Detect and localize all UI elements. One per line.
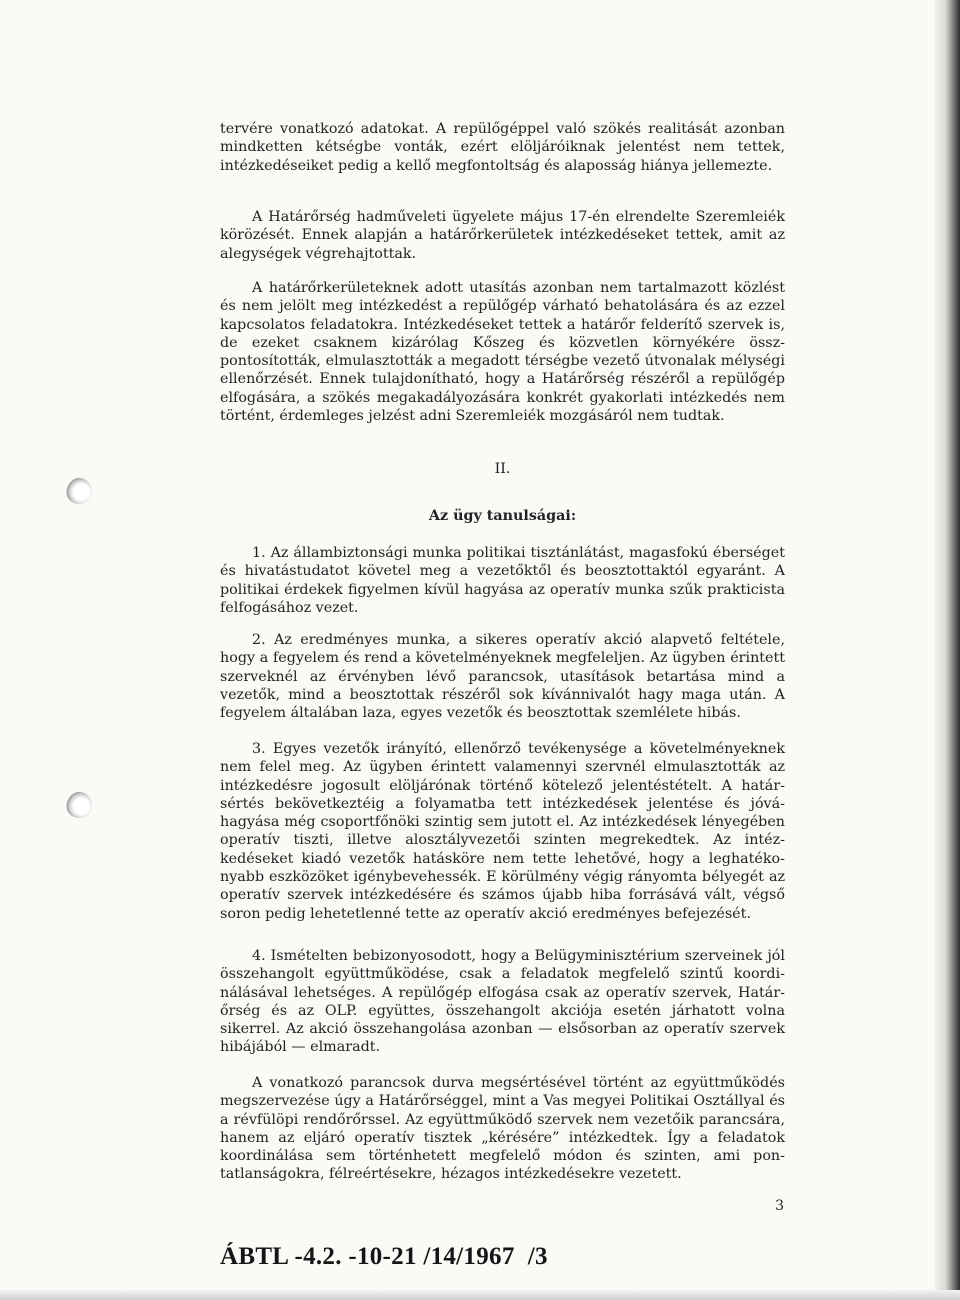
paragraph [220,120,785,175]
paragraph-text: A Határőrség hadműveleti ügyelete május 17-én elrendelte Szeremleiék körözését. Ennek alapján a határőrkerületek intézkedéseket tettek, amit az alegységek végrehajtottak. [220,209,785,262]
numbered-point [220,631,785,722]
archive-reference: ÁBTL -4.2. -10-21 /14/1967 /3 [220,1243,548,1270]
paragraph [220,279,785,425]
section-number: II. [494,461,511,477]
point-text: 1. Az állambiztonsági munka politikai tisztánlátást, magasfokú éberséget és hivatástudatot követel meg a vezetőktől és beosztottaktól egyaránt. A politikai érdekek figyelmen kívül hagyása az operatív munka szűk prakticista felfogásához vezet. [220,545,785,616]
paragraph [220,208,785,263]
paragraph-text: A határőrkerületeknek adott utasítás azonban nem tartalmazott közlést és nem jelölt meg intézkedést a repülőgép várható behatolására és az ezzel kapcsolatos feladatokra. Intézkedéseket tettek a határőr felderítő szervek is, de ezeket csaknem kizárólag Kőszeg és közvetlen környékére összpontosították, elmulasztották a megadott térségbe vezető útvonalak mélységi ellenőrzését. Ennek tulajdonítható, hogy a Határőrség részéről a repülőgép elfogására, a szökés megakadályozására konkrét gyakorlati intézkedés nem történt, érdemleges jelzést adni Szeremleiék mozgásáról nem tudtak. [220,280,785,425]
page-number: 3 [775,1198,784,1214]
section-title: Az ügy tanulságai: [428,508,577,524]
numbered-point [220,740,785,923]
paragraph-text: tervére vonatkozó adatokat. A repülőgéppel való szökés realitását azonban mindketten kétségbe vonták, ezért elöljáróiknak jelentést nem tettek, intézkedéseiket pedig a kellő megfontoltság és alaposság hiánya jellemezte. [220,121,785,174]
numbered-point [220,947,785,1057]
paragraph-text: A vonatkozó parancsok durva megsértésével történt az együttműködés megszervezése úgy a Határőrséggel, mint a Vas megyei Politikai Osztállyal és a révfülöpi rendőrőrssel. Az együttműködő szervek nem vezetőik parancsára, hanem az eljáró operatív tisztek „kérésére” intézkedtek. Így a feladatok koordinálása sem történhetett megfelelő módon és szinten, ami pontatlanságokra, félreértésekre, hézagos intézkedésekre vezetett. [220,1075,785,1183]
closing-paragraph [220,1074,785,1184]
point-text: 3. Egyes vezetők irányító, ellenőrző tevékenysége a követelményeknek nem felel meg. Az ügyben érintett valamennyi szervnél elmulasztották az intézkedésre jogosult elöljárónak történő kötelező jelentéstételt. A határsértés bekövetkeztéig a folyamatba tett intézkedések jelentése és jóváhagyása még csoportfőnöki szintig sem jutott el. Az intézkedések lényegében operatív tiszti, illetve alosztályvezetői szinten megrekedtek. Az intézkedéseket kiadó vezetők hatásköre nem tette lehetővé, hogy a leghatékonyabb eszközöket igénybevehessék. E körülmény végig rányomta bélyegét az operatív szervek intézkedésére és számos újabb hiba forrásává vált, végső soron pedig lehetetlenné tette az operatív akció eredményes befejezését. [220,741,785,922]
punch-hole [66,792,92,818]
point-text: 4. Ismételten bebizonyosodott, hogy a Belügyminisztérium szerveinek jól összehangolt együttműködése, csak a feladatok megfelelő szintű koordinálásával lehetséges. A repülőgép elfogása csak az operatív szervek, Határőrség és az OLP. együttes, összehangolt akciója esetén járhatott volna sikerrel. Az akció összehangolása azonban — elsősorban az operatív szervek hibájából — elmaradt. [220,948,785,1056]
point-text: 2. Az eredményes munka, a sikeres operatív akció alapvető feltétele, hogy a fegyelem és rend a követelményeknek megfeleljen. Az ügyben érintett szerveknél az érvényben lévő parancsok, utasítások betartása mind a vezetők, mind a beosztottak részéről sok kívánnivalót hagy maga után. A fegyelem általában laza, egyes vezetők és beosztottak szemlélete hibás. [220,632,785,722]
numbered-point [220,544,785,617]
page-edge-shadow [934,0,960,1300]
punch-hole [66,478,92,504]
page-bottom-edge [0,1290,960,1300]
